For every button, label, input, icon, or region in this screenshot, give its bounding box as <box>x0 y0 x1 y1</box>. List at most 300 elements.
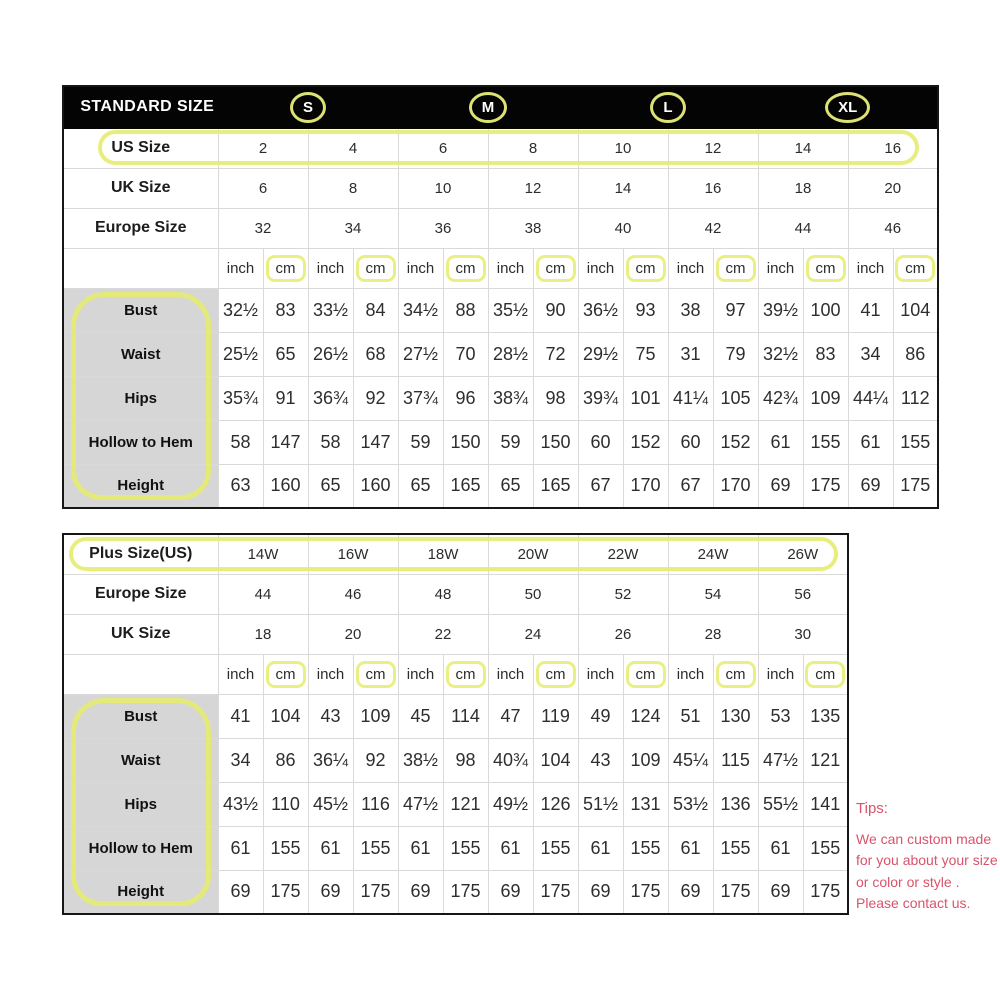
height-value: 65 <box>308 464 353 508</box>
bust-value: 38 <box>668 288 713 332</box>
height-value: 175 <box>713 870 758 914</box>
height-value: 69 <box>848 464 893 508</box>
uk-size-value: 12 <box>488 168 578 208</box>
inch-label: inch <box>676 259 705 277</box>
cm-unit-cell <box>623 654 668 694</box>
bust-value: 135 <box>803 694 848 738</box>
waist-value: 38½ <box>398 738 443 782</box>
hollow-to-hem-value: 58 <box>308 420 353 464</box>
height-value: 160 <box>353 464 398 508</box>
hips-value: 91 <box>263 376 308 420</box>
waist-label: Waist <box>63 738 218 782</box>
inch-label: inch <box>766 665 795 683</box>
plus-size-us-value: 26W <box>758 534 848 574</box>
bust-value: 51 <box>668 694 713 738</box>
cm-label: cm <box>716 661 756 688</box>
europe-size-label: Europe Size <box>63 208 218 248</box>
inch-label: inch <box>226 259 255 277</box>
europe-size-value: 56 <box>758 574 848 614</box>
plus-size-us-row <box>63 534 848 574</box>
bust-value: 84 <box>353 288 398 332</box>
hips-value: 98 <box>533 376 578 420</box>
uk-size-value: 14 <box>578 168 668 208</box>
plus-size-us-value: 16W <box>308 534 398 574</box>
cm-label: cm <box>626 255 666 282</box>
cm-label: cm <box>266 255 306 282</box>
hips-value: 96 <box>443 376 488 420</box>
cm-unit-cell <box>623 248 668 288</box>
europe-size-value: 32 <box>218 208 308 248</box>
europe-size-row <box>63 208 938 248</box>
hollow-to-hem-value: 61 <box>218 826 263 870</box>
waist-value: 36¼ <box>308 738 353 782</box>
waist-value: 104 <box>533 738 578 782</box>
height-label: Height <box>63 464 218 508</box>
bust-value: 100 <box>803 288 848 332</box>
unit-blank-cell <box>63 654 218 694</box>
europe-size-label: Europe Size <box>63 574 218 614</box>
table-header-row <box>63 86 938 128</box>
plus-size-us-value: 20W <box>488 534 578 574</box>
cm-label: cm <box>356 255 396 282</box>
waist-value: 65 <box>263 332 308 376</box>
uk-size-value: 6 <box>218 168 308 208</box>
waist-value: 68 <box>353 332 398 376</box>
waist-value: 83 <box>803 332 848 376</box>
hollow-to-hem-row <box>63 420 938 464</box>
europe-size-value: 46 <box>308 574 398 614</box>
height-value: 63 <box>218 464 263 508</box>
size-header-l <box>578 86 758 128</box>
tips-line: for you about your size <box>856 852 998 868</box>
hips-value: 53½ <box>668 782 713 826</box>
hips-value: 42¾ <box>758 376 803 420</box>
cm-unit-cell <box>443 654 488 694</box>
height-value: 67 <box>578 464 623 508</box>
hollow-to-hem-value: 59 <box>398 420 443 464</box>
cm-label: cm <box>446 255 486 282</box>
waist-value: 86 <box>893 332 938 376</box>
us-size-value: 2 <box>218 128 308 168</box>
hips-value: 39¾ <box>578 376 623 420</box>
hollow-to-hem-value: 147 <box>353 420 398 464</box>
bust-value: 104 <box>893 288 938 332</box>
cm-unit-cell <box>803 248 848 288</box>
hips-label: Hips <box>63 376 218 420</box>
unit-row <box>63 248 938 288</box>
tips-line: Please contact us. <box>856 895 971 911</box>
inch-label: inch <box>856 259 885 277</box>
bust-value: 93 <box>623 288 668 332</box>
bust-value: 35½ <box>488 288 533 332</box>
inch-label: inch <box>586 259 615 277</box>
bust-label: Bust <box>63 288 218 332</box>
waist-row <box>63 738 848 782</box>
europe-size-value: 50 <box>488 574 578 614</box>
inch-unit-cell <box>398 654 443 694</box>
hollow-to-hem-value: 152 <box>713 420 758 464</box>
hollow-to-hem-value: 58 <box>218 420 263 464</box>
uk-size-value: 22 <box>398 614 488 654</box>
hips-value: 55½ <box>758 782 803 826</box>
height-value: 175 <box>623 870 668 914</box>
plus-size-us-label: Plus Size(US) <box>63 534 218 574</box>
height-value: 67 <box>668 464 713 508</box>
custom-made-tips-note <box>856 798 998 915</box>
uk-size-value: 20 <box>308 614 398 654</box>
us-size-label: US Size <box>63 128 218 168</box>
hips-value: 44¼ <box>848 376 893 420</box>
hollow-to-hem-value: 155 <box>803 826 848 870</box>
height-value: 69 <box>758 464 803 508</box>
inch-label: inch <box>766 259 795 277</box>
waist-value: 31 <box>668 332 713 376</box>
cm-unit-cell <box>533 654 578 694</box>
inch-label: inch <box>406 259 435 277</box>
cm-unit-cell <box>803 654 848 694</box>
hips-value: 41¼ <box>668 376 713 420</box>
hips-value: 101 <box>623 376 668 420</box>
waist-value: 26½ <box>308 332 353 376</box>
hollow-to-hem-value: 61 <box>758 420 803 464</box>
cm-unit-cell <box>893 248 938 288</box>
inch-unit-cell <box>668 248 713 288</box>
bust-value: 130 <box>713 694 758 738</box>
hollow-to-hem-value: 155 <box>893 420 938 464</box>
europe-size-value: 46 <box>848 208 938 248</box>
cm-unit-cell <box>353 248 398 288</box>
uk-size-value: 26 <box>578 614 668 654</box>
height-value: 69 <box>398 870 443 914</box>
waist-value: 27½ <box>398 332 443 376</box>
tips-line: or color or style . <box>856 873 960 890</box>
bust-value: 43 <box>308 694 353 738</box>
us-size-value: 8 <box>488 128 578 168</box>
height-value: 69 <box>308 870 353 914</box>
hollow-to-hem-value: 155 <box>713 826 758 870</box>
europe-size-value: 54 <box>668 574 758 614</box>
waist-value: 86 <box>263 738 308 782</box>
hollow-to-hem-value: 61 <box>668 826 713 870</box>
inch-label: inch <box>496 259 525 277</box>
cm-label: cm <box>536 255 576 282</box>
waist-value: 70 <box>443 332 488 376</box>
waist-value: 25½ <box>218 332 263 376</box>
height-value: 175 <box>533 870 578 914</box>
us-size-value: 14 <box>758 128 848 168</box>
hips-value: 141 <box>803 782 848 826</box>
height-value: 69 <box>758 870 803 914</box>
hollow-to-hem-value: 155 <box>803 420 848 464</box>
cm-label: cm <box>805 661 845 688</box>
hollow-to-hem-value: 60 <box>668 420 713 464</box>
inch-label: inch <box>586 665 615 683</box>
hollow-to-hem-row <box>63 826 848 870</box>
us-size-value: 6 <box>398 128 488 168</box>
height-value: 175 <box>803 464 848 508</box>
hips-label: Hips <box>63 782 218 826</box>
height-value: 69 <box>578 870 623 914</box>
europe-size-value: 38 <box>488 208 578 248</box>
hips-value: 105 <box>713 376 758 420</box>
bust-value: 53 <box>758 694 803 738</box>
bust-row <box>63 694 848 738</box>
table-title: STANDARD SIZE <box>63 86 218 128</box>
plus-size-us-value: 14W <box>218 534 308 574</box>
tips-title: Tips: <box>856 800 888 817</box>
hollow-to-hem-value: 61 <box>308 826 353 870</box>
plus-size-table-section <box>62 533 849 915</box>
height-value: 175 <box>803 870 848 914</box>
inch-label: inch <box>676 665 705 683</box>
uk-size-label: UK Size <box>63 614 218 654</box>
height-value: 69 <box>668 870 713 914</box>
cm-label: cm <box>266 661 306 688</box>
inch-unit-cell <box>758 654 803 694</box>
bust-value: 34½ <box>398 288 443 332</box>
height-value: 69 <box>488 870 533 914</box>
standard-size-table <box>62 85 939 509</box>
bust-value: 47 <box>488 694 533 738</box>
height-value: 170 <box>713 464 758 508</box>
waist-value: 92 <box>353 738 398 782</box>
size-l-oval: L <box>650 92 685 123</box>
uk-size-label: UK Size <box>63 168 218 208</box>
waist-value: 28½ <box>488 332 533 376</box>
size-header-s <box>218 86 398 128</box>
uk-size-value: 18 <box>218 614 308 654</box>
inch-unit-cell <box>758 248 803 288</box>
tips-line: We can custom made <box>856 830 992 847</box>
height-row <box>63 870 848 914</box>
bust-value: 97 <box>713 288 758 332</box>
bust-value: 104 <box>263 694 308 738</box>
inch-unit-cell <box>578 654 623 694</box>
uk-size-value: 24 <box>488 614 578 654</box>
waist-value: 75 <box>623 332 668 376</box>
size-m-oval: M <box>469 92 508 123</box>
size-xl-oval: XL <box>825 92 870 123</box>
hips-value: 92 <box>353 376 398 420</box>
bust-value: 109 <box>353 694 398 738</box>
unit-blank-cell <box>63 248 218 288</box>
inch-label: inch <box>406 665 435 683</box>
uk-size-row <box>63 614 848 654</box>
waist-value: 32½ <box>758 332 803 376</box>
waist-value: 121 <box>803 738 848 782</box>
inch-unit-cell <box>848 248 893 288</box>
europe-size-value: 44 <box>758 208 848 248</box>
cm-label: cm <box>806 255 846 282</box>
cm-unit-cell <box>713 654 758 694</box>
bust-value: 45 <box>398 694 443 738</box>
cm-unit-cell <box>443 248 488 288</box>
waist-value: 29½ <box>578 332 623 376</box>
height-value: 175 <box>353 870 398 914</box>
cm-label: cm <box>895 255 935 282</box>
plus-size-table <box>62 533 849 915</box>
cm-unit-cell <box>263 248 308 288</box>
hips-value: 45½ <box>308 782 353 826</box>
bust-label: Bust <box>63 694 218 738</box>
hollow-to-hem-value: 59 <box>488 420 533 464</box>
europe-size-value: 48 <box>398 574 488 614</box>
hips-value: 47½ <box>398 782 443 826</box>
uk-size-value: 28 <box>668 614 758 654</box>
europe-size-value: 44 <box>218 574 308 614</box>
inch-unit-cell <box>308 654 353 694</box>
bust-value: 41 <box>848 288 893 332</box>
hips-value: 35¾ <box>218 376 263 420</box>
uk-size-value: 10 <box>398 168 488 208</box>
hips-value: 43½ <box>218 782 263 826</box>
hollow-to-hem-value: 61 <box>848 420 893 464</box>
inch-unit-cell <box>218 654 263 694</box>
bust-value: 114 <box>443 694 488 738</box>
standard-size-table-section <box>62 85 939 509</box>
bust-value: 88 <box>443 288 488 332</box>
waist-value: 47½ <box>758 738 803 782</box>
waist-value: 40¾ <box>488 738 533 782</box>
uk-size-value: 18 <box>758 168 848 208</box>
waist-value: 43 <box>578 738 623 782</box>
height-value: 175 <box>893 464 938 508</box>
bust-value: 83 <box>263 288 308 332</box>
inch-unit-cell <box>488 248 533 288</box>
height-value: 175 <box>263 870 308 914</box>
height-value: 170 <box>623 464 668 508</box>
us-size-value: 4 <box>308 128 398 168</box>
hips-value: 36¾ <box>308 376 353 420</box>
height-value: 69 <box>218 870 263 914</box>
hollow-to-hem-value: 155 <box>353 826 398 870</box>
inch-label: inch <box>316 665 345 683</box>
hollow-to-hem-value: 61 <box>578 826 623 870</box>
hips-value: 112 <box>893 376 938 420</box>
cm-unit-cell <box>533 248 578 288</box>
bust-value: 124 <box>623 694 668 738</box>
height-value: 165 <box>533 464 578 508</box>
plus-size-us-value: 24W <box>668 534 758 574</box>
us-size-value: 12 <box>668 128 758 168</box>
hips-value: 136 <box>713 782 758 826</box>
plus-size-us-value: 22W <box>578 534 668 574</box>
bust-value: 39½ <box>758 288 803 332</box>
europe-size-value: 52 <box>578 574 668 614</box>
waist-value: 45¼ <box>668 738 713 782</box>
inch-label: inch <box>496 665 525 683</box>
hollow-to-hem-label: Hollow to Hem <box>63 420 218 464</box>
hollow-to-hem-value: 147 <box>263 420 308 464</box>
europe-size-value: 42 <box>668 208 758 248</box>
hips-value: 110 <box>263 782 308 826</box>
us-size-value: 16 <box>848 128 938 168</box>
europe-size-value: 40 <box>578 208 668 248</box>
cm-label: cm <box>446 661 486 688</box>
waist-value: 109 <box>623 738 668 782</box>
hollow-to-hem-value: 150 <box>533 420 578 464</box>
hips-value: 121 <box>443 782 488 826</box>
hips-value: 126 <box>533 782 578 826</box>
hollow-to-hem-value: 61 <box>758 826 803 870</box>
uk-size-value: 16 <box>668 168 758 208</box>
inch-unit-cell <box>308 248 353 288</box>
hips-value: 38¾ <box>488 376 533 420</box>
bust-value: 32½ <box>218 288 263 332</box>
hollow-to-hem-value: 150 <box>443 420 488 464</box>
hollow-to-hem-value: 155 <box>443 826 488 870</box>
hollow-to-hem-value: 152 <box>623 420 668 464</box>
cm-unit-cell <box>263 654 308 694</box>
europe-size-value: 36 <box>398 208 488 248</box>
europe-size-value: 34 <box>308 208 398 248</box>
height-value: 65 <box>488 464 533 508</box>
hollow-to-hem-label: Hollow to Hem <box>63 826 218 870</box>
cm-label: cm <box>626 661 666 688</box>
hips-value: 49½ <box>488 782 533 826</box>
hips-value: 37¾ <box>398 376 443 420</box>
us-size-value: 10 <box>578 128 668 168</box>
waist-value: 98 <box>443 738 488 782</box>
hips-value: 51½ <box>578 782 623 826</box>
plus-size-us-value: 18W <box>398 534 488 574</box>
height-value: 160 <box>263 464 308 508</box>
hips-value: 109 <box>803 376 848 420</box>
waist-row <box>63 332 938 376</box>
size-header-m <box>398 86 578 128</box>
bust-value: 33½ <box>308 288 353 332</box>
inch-unit-cell <box>668 654 713 694</box>
uk-size-value: 8 <box>308 168 398 208</box>
size-header-xl <box>758 86 938 128</box>
inch-label: inch <box>226 665 255 683</box>
hollow-to-hem-value: 61 <box>398 826 443 870</box>
cm-label: cm <box>356 661 396 688</box>
uk-size-value: 30 <box>758 614 848 654</box>
inch-unit-cell <box>488 654 533 694</box>
inch-unit-cell <box>218 248 263 288</box>
hips-value: 131 <box>623 782 668 826</box>
hollow-to-hem-value: 155 <box>533 826 578 870</box>
uk-size-row <box>63 168 938 208</box>
inch-unit-cell <box>578 248 623 288</box>
height-value: 165 <box>443 464 488 508</box>
us-size-row <box>63 128 938 168</box>
hips-row <box>63 782 848 826</box>
unit-row <box>63 654 848 694</box>
europe-size-row <box>63 574 848 614</box>
waist-value: 115 <box>713 738 758 782</box>
uk-size-value: 20 <box>848 168 938 208</box>
bust-value: 49 <box>578 694 623 738</box>
bust-value: 90 <box>533 288 578 332</box>
height-row <box>63 464 938 508</box>
inch-label: inch <box>316 259 345 277</box>
hollow-to-hem-value: 60 <box>578 420 623 464</box>
hollow-to-hem-value: 155 <box>623 826 668 870</box>
waist-value: 79 <box>713 332 758 376</box>
cm-unit-cell <box>713 248 758 288</box>
height-label: Height <box>63 870 218 914</box>
height-value: 175 <box>443 870 488 914</box>
cm-label: cm <box>716 255 756 282</box>
bust-row <box>63 288 938 332</box>
inch-unit-cell <box>398 248 443 288</box>
waist-label: Waist <box>63 332 218 376</box>
hips-value: 116 <box>353 782 398 826</box>
waist-value: 34 <box>848 332 893 376</box>
hips-row <box>63 376 938 420</box>
